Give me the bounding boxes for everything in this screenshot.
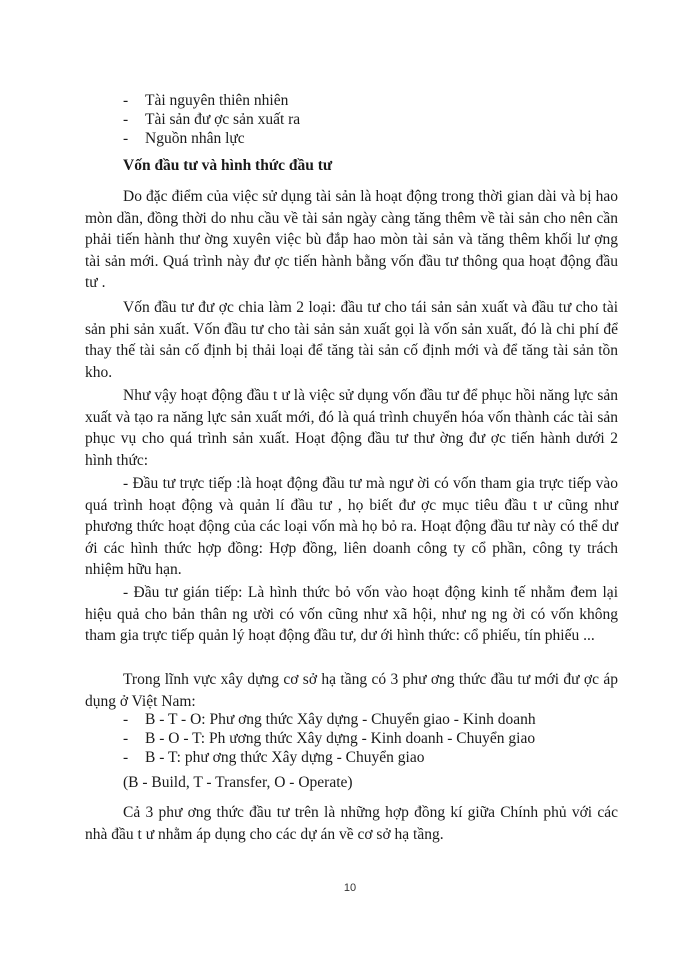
bullet-dash: - [123, 711, 129, 728]
list-item-text: B - O - T: Ph ương thức Xây dựng - Kinh doanh - Chuyển giao [145, 730, 536, 747]
bullet-dash: - [123, 749, 129, 766]
paragraph: Trong lĩnh vực xây dựng cơ sở hạ tầng có 3 phư ơng thức đầu tư mới đư ợc áp dụng ở Việt Nam: [85, 671, 618, 710]
list-item [123, 710, 536, 729]
paragraph: Vốn đầu tư đư ợc chia làm 2 loại: đầu tư cho tái sản sản xuất và đầu tư cho tài sản phi sản xuất. Vốn đầu tư cho tài sản sản xuất gọi là vốn sản xuất, đó là chi phí để thay thế tài sản cố định bị thải loại để tăng tài sản cố định mới và để tăng tài sản tồn kho. [85, 299, 618, 381]
paragraph: - Đầu tư gián tiếp: Là hình thức bỏ vốn vào hoạt động kinh tế nhằm đem lại hiệu quả cho bản thân ng ười có vốn cũng như xã hội, như ng ng ời có vốn không tham gia trực tiếp quản lý hoạt động đầu tư, dư ới hình thức: cổ phiếu, tín phiếu ... [85, 584, 618, 644]
closing-paragraph: Cả 3 phư ơng thức đầu tư trên là những hợp đồng kí giữa Chính phủ với các nhà đầu t ư nhằm áp dụng cho các dự án về cơ sở hạ tầng. [85, 804, 618, 843]
paragraph: Như vậy hoạt động đầu t ư là việc sử dụng vốn đầu tư để phục hồi năng lực sản xuất và tạo ra năng lực sản xuất mới, đó là quá trình chuyển hóa vốn thành các tài sản phục vụ cho quá trình sản xuất. Hoạt động đầu tư thư ờng đư ợc tiến hành dưới 2 hình thức: [85, 387, 618, 469]
list-item-text: Tài nguyên thiên nhiên [145, 92, 289, 109]
list-item-text: B - T: phư ơng thức Xây dựng - Chuyển giao [145, 749, 425, 766]
bullet-dash: - [123, 92, 129, 109]
list-item [123, 729, 535, 748]
bullet-dash: - [123, 130, 129, 147]
abbreviation-legend: (B - Build, T - Transfer, O - Operate) [123, 774, 353, 791]
paragraph: - Đầu tư trực tiếp :là hoạt động đầu tư mà ngư ời có vốn tham gia trực tiếp vào quá trình hoạt động và quản lí đầu tư , họ biết đư ợc mục tiêu đầu t ư cũng như phương thức hoạt động của các loại vốn mà họ bỏ ra. Hoạt động đầu tư này có thể dư ới các hình thức hợp đồng: Hợp đồng, liên doanh công ty cổ phần, công ty trách nhiệm hữu hạn. [85, 475, 618, 578]
paragraph: Do đặc điểm của việc sử dụng tài sản là hoạt động trong thời gian dài và bị hao mòn dần, đồng thời do nhu cầu về tài sản ngày càng tăng thêm về tài sản cho nên cần phải tiến hành thư ờng xuyên việc bù đắp hao mòn tài sản và tăng thêm khối lư ợng tài sản mới. Quá trình này đư ợc tiến hành bằng vốn đầu tư thông qua hoạt động đầu tư . [85, 188, 618, 291]
bullet-dash: - [123, 111, 129, 128]
list-item [123, 91, 288, 110]
list-item-text: Tài sản đư ợc sản xuất ra [145, 111, 301, 128]
list-item [123, 110, 300, 129]
section-heading: Vốn đầu tư và hình thức đầu tư [123, 157, 333, 174]
list-item-text: B - T - O: Phư ơng thức Xây dựng - Chuyển giao - Kinh doanh [145, 711, 536, 728]
list-item [123, 748, 424, 767]
page-number: 10 [343, 882, 357, 894]
bullet-dash: - [123, 730, 129, 747]
list-item-text: Nguồn nhân lực [145, 130, 245, 147]
list-item [123, 129, 245, 148]
